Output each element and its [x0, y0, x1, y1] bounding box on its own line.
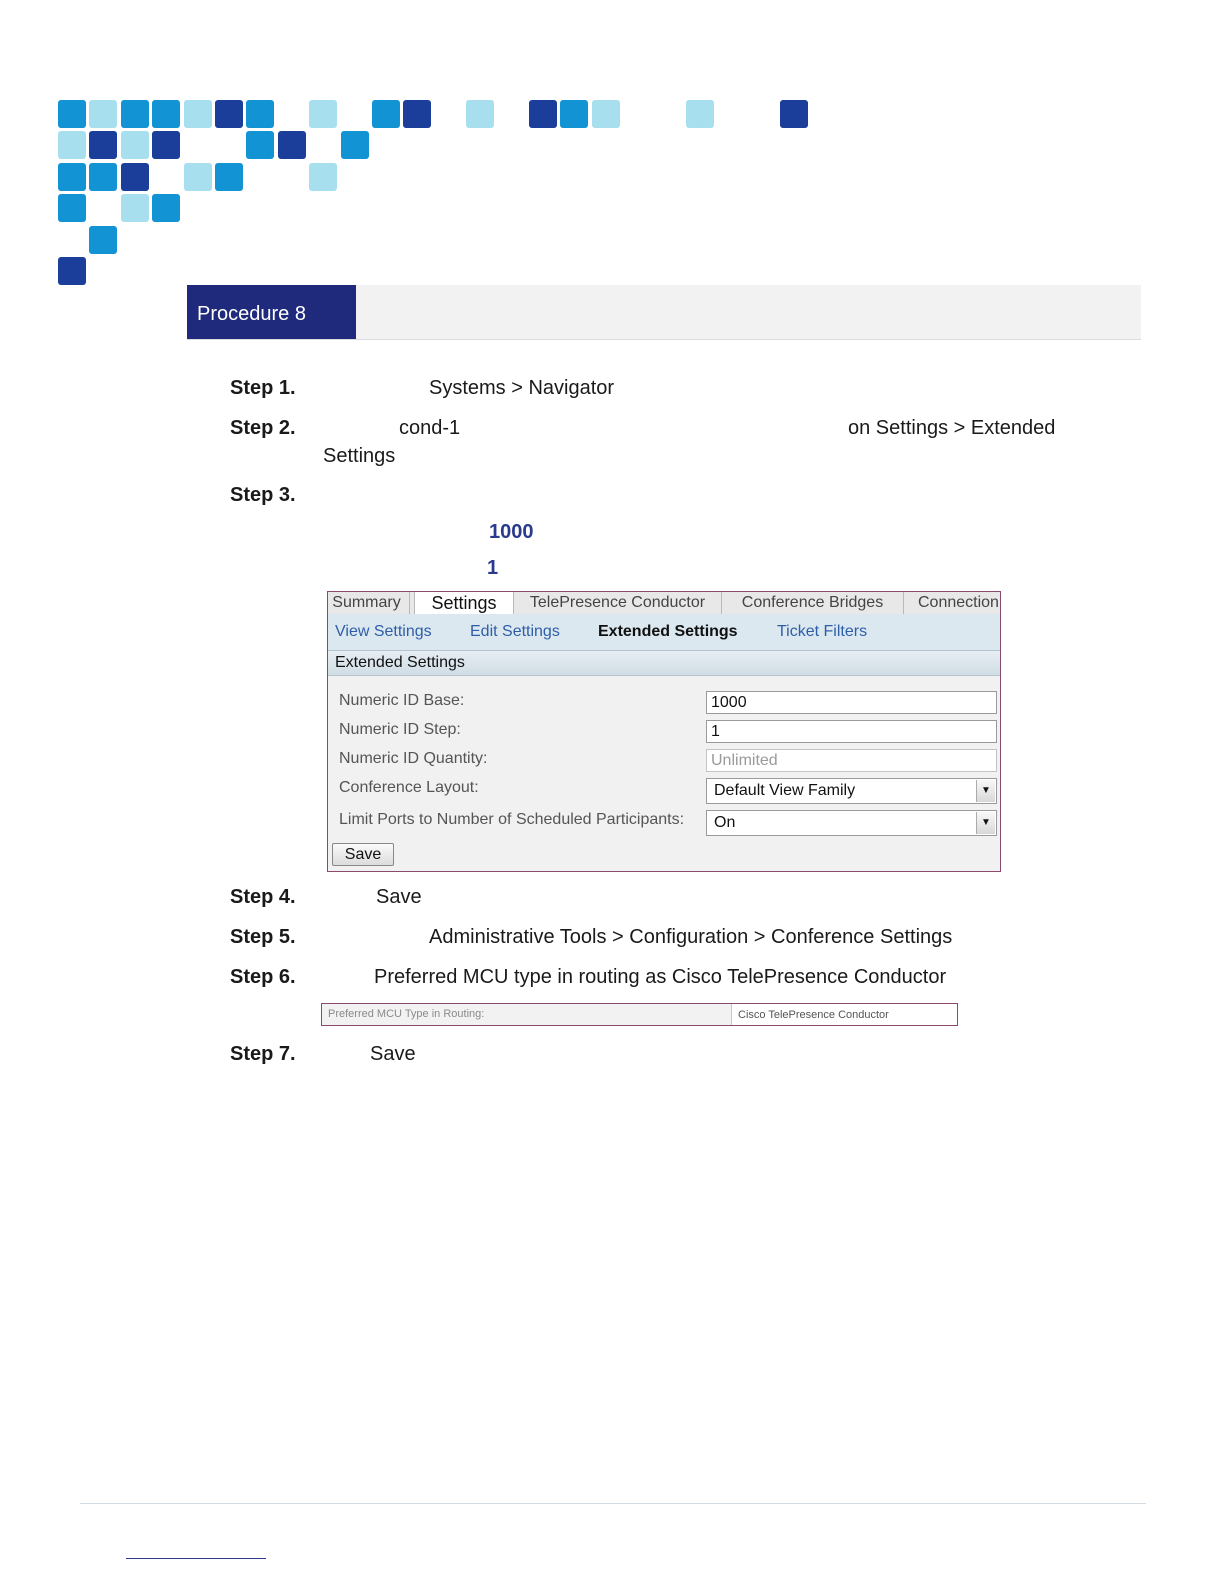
- logo-square: [121, 163, 149, 191]
- logo-square: [58, 257, 86, 285]
- step-2-text-b: on Settings > Extended: [848, 417, 1056, 439]
- logo-square: [152, 131, 180, 159]
- numeric-id-base-label: Numeric ID Base:: [339, 692, 465, 709]
- logo-square: [121, 194, 149, 222]
- conference-layout-value: Default View Family: [714, 782, 856, 799]
- preferred-mcu-value: Cisco TelePresence Conductor: [738, 1009, 889, 1021]
- logo-square: [89, 131, 117, 159]
- numeric-id-base-input[interactable]: 1000: [706, 691, 997, 714]
- step-7-label: Step 7.: [230, 1043, 296, 1065]
- logo-square: [58, 100, 86, 128]
- logo-square: [152, 194, 180, 222]
- sub-navigation: [328, 614, 1001, 651]
- logo-square: [215, 100, 243, 128]
- tab-conference-bridges[interactable]: Conference Bridges: [722, 592, 904, 614]
- procedure-title: Procedure 8: [187, 285, 356, 339]
- numeric-id-step-label: Numeric ID Step:: [339, 721, 461, 738]
- step-2-text-c: Settings: [323, 445, 396, 467]
- logo-square: [152, 100, 180, 128]
- preferred-mcu-label: Preferred MCU Type in Routing:: [328, 1008, 485, 1020]
- save-button[interactable]: Save: [332, 843, 394, 866]
- logo-square: [58, 131, 86, 159]
- logo-square: [121, 100, 149, 128]
- tab-connection[interactable]: Connection: [918, 594, 999, 611]
- limit-ports-value: On: [714, 814, 736, 831]
- logo-square: [686, 100, 714, 128]
- logo-square: [246, 131, 274, 159]
- step-2-text-a: cond-1: [399, 417, 461, 439]
- logo-square: [466, 100, 494, 128]
- tab-settings[interactable]: Settings: [414, 592, 514, 615]
- logo-square: [89, 226, 117, 254]
- logo-square: [560, 100, 588, 128]
- step-5-text: Administrative Tools > Configuration > Conference Settings: [429, 926, 953, 948]
- logo-square: [89, 100, 117, 128]
- logo-square: [58, 194, 86, 222]
- conference-layout-select[interactable]: [706, 778, 997, 804]
- logo-square: [309, 163, 337, 191]
- footer-link-underline[interactable]: [126, 1558, 266, 1559]
- step-7-text: Save: [370, 1043, 416, 1065]
- logo-square: [592, 100, 620, 128]
- tab-bar: [328, 592, 1001, 615]
- logo-square: [215, 163, 243, 191]
- step-3-value-step: 1: [487, 557, 499, 579]
- section-title: Extended Settings: [335, 654, 465, 671]
- logo-square: [58, 163, 86, 191]
- step-3-label: Step 3.: [230, 484, 296, 506]
- step-2-label: Step 2.: [230, 417, 296, 439]
- logo-square: [309, 100, 337, 128]
- logo-square: [184, 100, 212, 128]
- subnav-view-settings[interactable]: View Settings: [335, 623, 432, 640]
- step-4-text: Save: [376, 886, 422, 908]
- step-1-label: Step 1.: [230, 377, 296, 399]
- extended-settings-screenshot: [327, 591, 1001, 872]
- step-6-label: Step 6.: [230, 966, 296, 988]
- limit-ports-select[interactable]: [706, 810, 997, 836]
- step-6-text: Preferred MCU type in routing as Cisco TelePresence Conductor: [374, 966, 947, 988]
- subnav-edit-settings[interactable]: Edit Settings: [470, 623, 560, 640]
- step-3-value-base: 1000: [489, 521, 534, 543]
- numeric-id-quantity-input[interactable]: Unlimited: [706, 749, 997, 772]
- logo-square: [89, 163, 117, 191]
- subnav-extended-settings[interactable]: Extended Settings: [598, 623, 738, 640]
- subnav-ticket-filters[interactable]: Ticket Filters: [777, 623, 868, 640]
- tab-summary[interactable]: Summary: [327, 592, 410, 614]
- step-5-label: Step 5.: [230, 926, 296, 948]
- footer-divider: [80, 1503, 1146, 1504]
- chevron-down-icon[interactable]: ▼: [976, 780, 995, 802]
- preferred-mcu-field[interactable]: [731, 1004, 958, 1025]
- logo-square: [184, 163, 212, 191]
- logo-square: [403, 100, 431, 128]
- numeric-id-quantity-label: Numeric ID Quantity:: [339, 750, 488, 767]
- logo-square: [529, 100, 557, 128]
- conference-layout-label: Conference Layout:: [339, 779, 479, 796]
- logo-square: [372, 100, 400, 128]
- chevron-down-icon[interactable]: ▼: [976, 812, 995, 834]
- numeric-id-step-input[interactable]: 1: [706, 720, 997, 743]
- logo-square: [246, 100, 274, 128]
- logo-square: [341, 131, 369, 159]
- step-4-label: Step 4.: [230, 886, 296, 908]
- step-1-text: Systems > Navigator: [429, 377, 615, 399]
- preferred-mcu-screenshot: [321, 1003, 958, 1026]
- section-header: [328, 651, 1001, 676]
- logo-square: [121, 131, 149, 159]
- limit-ports-label: Limit Ports to Number of Scheduled Participants:: [339, 811, 685, 828]
- tab-telepresence-conductor[interactable]: TelePresence Conductor: [514, 592, 722, 614]
- logo-square: [278, 131, 306, 159]
- logo-square: [780, 100, 808, 128]
